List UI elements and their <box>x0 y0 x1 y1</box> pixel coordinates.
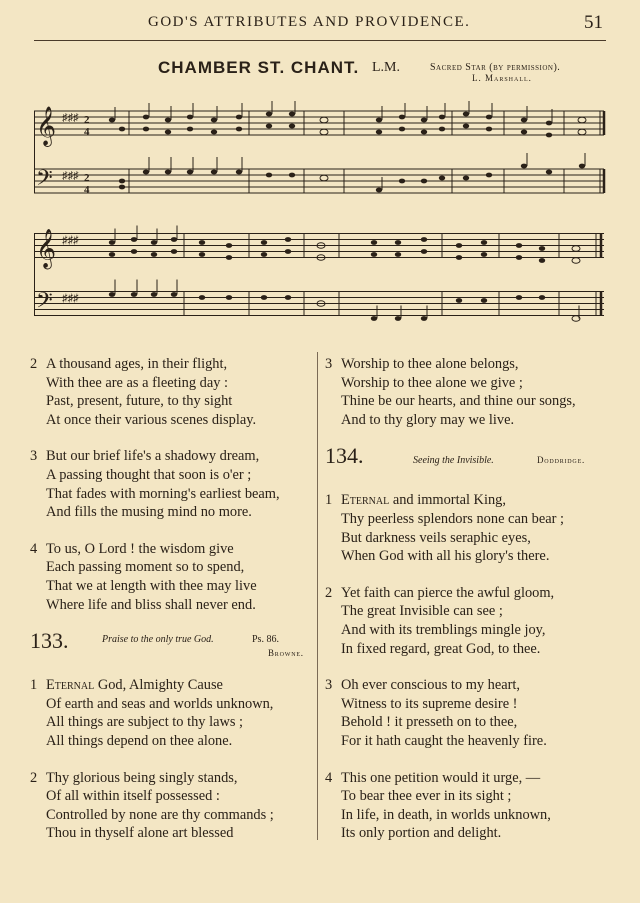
hymn-author: Doddridge. <box>537 455 586 466</box>
hymn-133-heading <box>30 628 326 668</box>
hymn-subject: Praise to the only true God. <box>102 634 214 646</box>
svg-text:2: 2 <box>84 172 90 184</box>
verse-line: A thousand ages, in their flight, <box>46 356 228 372</box>
header-rule <box>34 40 606 41</box>
stanza <box>325 584 621 658</box>
verse-line: And fills the musing mind no more. <box>46 504 252 521</box>
stanza-number: 3 <box>325 356 333 372</box>
verse-line: Controlled by none are thy commands ; <box>46 806 274 823</box>
verse-line: At once their various scenes display. <box>46 411 257 428</box>
running-header <box>0 12 640 40</box>
verse-line: All things are subject to thy laws ; <box>46 714 244 731</box>
stems-1 <box>115 101 585 190</box>
verse-line: Witness to its supreme desire ! <box>341 695 518 712</box>
verse-line: Each passing moment so to spend, <box>46 559 245 576</box>
verse-line: To us, O Lord ! the wisdom give <box>46 540 234 557</box>
verse-line: Its only portion and delight. <box>341 825 502 842</box>
verse-line: When God with all his glory's there. <box>341 548 550 565</box>
verse-line: This one petition would it urge, — <box>341 769 541 786</box>
verse-line: But our brief life's a shadowy dream, <box>46 448 260 465</box>
stanza <box>325 769 621 843</box>
verse-line: The great Invisible can see ; <box>341 603 503 620</box>
hymn-number: 133. <box>30 628 69 654</box>
tune-source: Sacred Star (by permission). <box>430 62 561 73</box>
stanza <box>30 769 326 843</box>
verse-line: Thine be our hearts, and thine our songs, <box>341 393 576 410</box>
stanza-number: 1 <box>325 492 333 509</box>
stanza <box>30 676 326 750</box>
first-word: Eternal <box>46 677 95 694</box>
verse-line: Where life and bliss shall never end. <box>46 596 256 613</box>
bass-staff-2 <box>34 292 604 316</box>
bass-clef-icon: 𝄢 <box>36 288 53 319</box>
verse-line: Thy glorious being singly stands, <box>46 769 238 786</box>
verse-line: A passing thought that soon is o'er ; <box>46 466 252 483</box>
running-title: GOD'S ATTRIBUTES AND PROVIDENCE. <box>148 14 471 30</box>
key-signature-icon: ♯♯♯ <box>62 112 79 124</box>
verse-line: Behold ! it presseth on to thee, <box>341 714 518 731</box>
verse-line: But darkness veils seraphic eyes, <box>341 529 531 546</box>
verse-line: In life, in death, in worlds unknown, <box>341 806 551 823</box>
stanza <box>30 355 326 429</box>
verse-line: Yet faith can pierce the awful gloom, <box>341 584 555 601</box>
key-signature-icon: ♯♯♯ <box>62 234 79 247</box>
tune-title: CHAMBER ST. CHANT. <box>158 58 360 77</box>
hymn-author: Browne. <box>268 648 304 659</box>
verse-line: In fixed regard, great God, to thee. <box>341 640 541 657</box>
left-column <box>30 355 326 861</box>
stanza-number: 4 <box>325 769 333 786</box>
stanza-number: 2 <box>30 356 38 372</box>
verse-line: Of all within itself possessed : <box>46 788 220 805</box>
verse-line: All things depend on thee alone. <box>46 732 233 749</box>
verse-line: For it hath caught the heavenly fire. <box>341 732 547 749</box>
stanza-number: 4 <box>30 540 38 557</box>
bass-clef-icon: 𝄢 <box>36 166 53 196</box>
noteheads-2 <box>109 237 580 321</box>
verse-line: That we at length with thee may live <box>46 577 257 594</box>
hymn-134-heading <box>325 443 621 483</box>
stanza <box>30 540 326 614</box>
time-signature-icon: 2 <box>84 114 90 126</box>
psalm-reference: Ps. 86. <box>252 634 279 646</box>
svg-text:4: 4 <box>84 184 90 196</box>
verse-line: God, Almighty Cause <box>94 677 223 694</box>
stanza-number: 2 <box>325 584 333 601</box>
treble-clef-icon: 𝄞 <box>36 106 57 146</box>
first-word: Eternal <box>341 492 390 509</box>
verse-line: Worship to thee alone belongs, <box>341 356 519 372</box>
verse-line: Worship to thee alone we give ; <box>341 374 523 391</box>
right-column <box>325 355 621 861</box>
verse-line: To bear thee ever in its sight ; <box>341 788 512 805</box>
verse-line: With thee are as a fleeting day : <box>46 374 229 391</box>
hymn-subject: Seeing the Invisible. <box>413 455 494 467</box>
verse-line: That fades with morning's earliest beam, <box>46 485 280 502</box>
stanza <box>30 447 326 521</box>
svg-text:4: 4 <box>84 126 90 138</box>
tune-meter: L.M. <box>372 60 400 75</box>
verse-line: and immortal King, <box>389 492 506 509</box>
music-system-1 <box>34 82 610 222</box>
treble-staff-1 <box>34 111 604 135</box>
page-number: 51 <box>584 12 603 33</box>
verse-line: And with its tremblings mingle joy, <box>341 621 546 638</box>
verse-line: Thou in thyself alone art blessed <box>46 825 234 842</box>
treble-clef-icon: 𝄞 <box>36 228 57 269</box>
stanza <box>325 676 621 750</box>
svg-text:♯♯♯: ♯♯♯ <box>62 170 79 182</box>
hymn-number: 134. <box>325 443 364 469</box>
stanza-number: 1 <box>30 677 38 694</box>
verse-line: Oh ever conscious to my heart, <box>341 677 521 694</box>
verse-line: Of earth and seas and worlds unknown, <box>46 695 274 712</box>
stanza-number: 2 <box>30 769 38 786</box>
verse-line: Thy peerless splendors none can bear ; <box>341 510 564 527</box>
stanza-number: 3 <box>325 677 333 694</box>
stanza <box>325 355 621 429</box>
noteheads-1 <box>109 112 586 193</box>
verse-line: And to thy glory may we live. <box>341 411 515 428</box>
stanza-number: 3 <box>30 448 38 465</box>
verse-line: Past, present, future, to thy sight <box>46 393 233 410</box>
stanza <box>325 491 621 565</box>
tune-composer: L. Marshall. <box>472 73 532 83</box>
svg-text:♯♯♯: ♯♯♯ <box>62 292 79 305</box>
music-system-2 <box>34 208 610 348</box>
